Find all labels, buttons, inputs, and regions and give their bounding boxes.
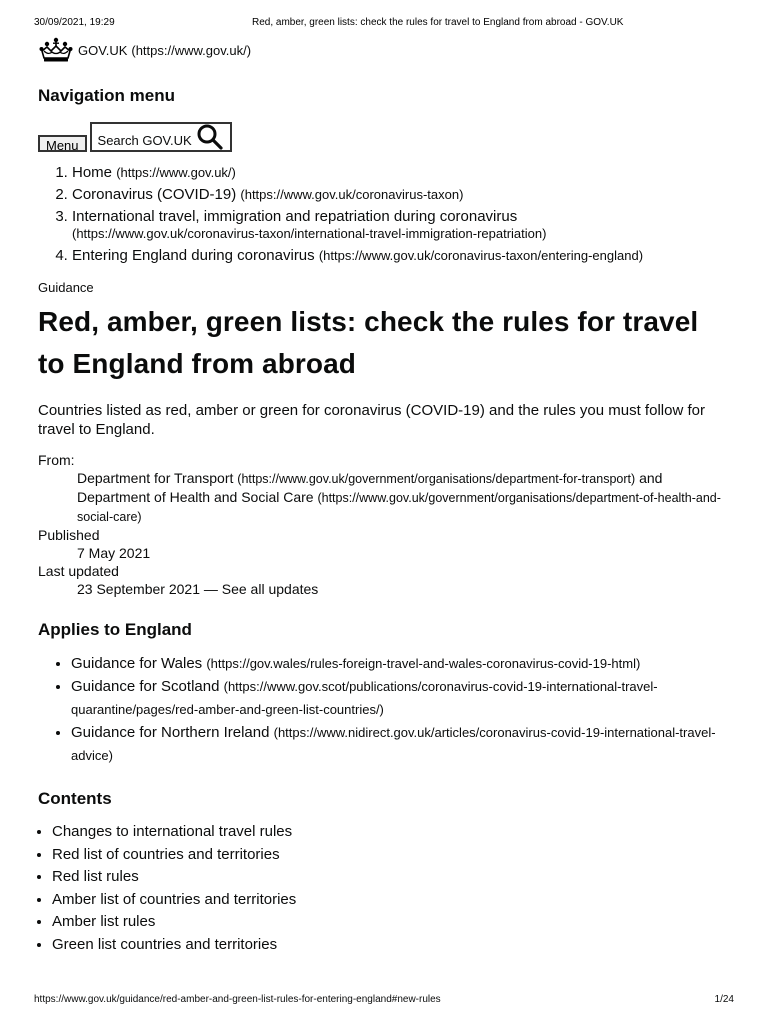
breadcrumb-url: (https://www.gov.uk/coronavirus-taxon/international-travel-immigration-repatriation) xyxy=(72,226,547,241)
main-content xyxy=(38,34,728,956)
breadcrumb-url: (https://www.gov.uk/coronavirus-taxon/entering-england) xyxy=(318,248,644,263)
contents-item[interactable]: • Changes to international travel rules xyxy=(52,821,728,844)
page-summary: Countries listed as red, amber or green for coronavirus (COVID-19) and the rules you must follow for travel to England. xyxy=(38,402,705,438)
published-date: 7 May 2021 xyxy=(77,545,151,561)
applies-url: (https://gov.wales/rules-foreign-travel-and-wales-coronavirus-covid-19-html) xyxy=(206,656,641,671)
crown-icon xyxy=(38,37,74,63)
breadcrumb xyxy=(38,164,728,264)
print-footer-url: https://www.gov.uk/guidance/red-amber-and-green-list-rules-for-entering-england#new-rules xyxy=(34,994,441,1005)
applies-label: Guidance for Northern Ireland xyxy=(71,724,270,741)
breadcrumb-label: Entering England during coronavirus xyxy=(72,247,315,264)
org-link-dhsc[interactable]: Department of Health and Social Care xyxy=(77,489,314,505)
from-organisations xyxy=(38,469,728,526)
navigation-heading: Navigation menu xyxy=(38,86,175,105)
breadcrumb-url: (https://www.gov.uk/coronavirus-taxon) xyxy=(240,187,464,202)
govuk-logo-link[interactable] xyxy=(38,34,728,66)
menu-button[interactable]: Menu xyxy=(38,135,87,152)
breadcrumb-url: (https://www.gov.uk/) xyxy=(116,165,236,180)
contents-item[interactable]: • Green list countries and territories xyxy=(52,934,728,957)
document-type-label: Guidance xyxy=(38,280,94,295)
contents-heading: Contents xyxy=(38,789,112,808)
print-page-number: 1/24 xyxy=(714,994,734,1005)
applies-item-wales[interactable] xyxy=(71,652,728,675)
search-icon xyxy=(196,124,224,150)
applies-url: (https://www.gov.scot/publications/coronavirus-covid-19-international-travel-quarantine/pages/red-amber-and-green-list-countries/) xyxy=(71,679,658,717)
govuk-url: (https://www.gov.uk/) xyxy=(131,42,252,58)
updated-date[interactable]: 23 September 2021 — See all updates xyxy=(77,581,319,597)
and-text: and xyxy=(639,470,663,486)
print-timestamp: 30/09/2021, 19:29 xyxy=(34,17,115,28)
contents-item[interactable]: • Amber list of countries and territories xyxy=(52,889,728,912)
govuk-brand: GOV.UK xyxy=(78,42,128,58)
breadcrumb-item-entering-england[interactable] xyxy=(72,247,728,264)
updated-label: Last updated xyxy=(38,563,119,579)
search-button[interactable] xyxy=(90,122,232,152)
breadcrumb-label: Coronavirus (COVID-19) xyxy=(72,186,237,203)
applies-label: Guidance for Scotland xyxy=(71,678,220,695)
breadcrumb-item-home[interactable] xyxy=(72,164,728,181)
breadcrumb-label: International travel, immigration and repatriation during coronavirus xyxy=(72,208,518,225)
breadcrumb-item-international-travel[interactable] xyxy=(72,208,728,242)
applies-item-northern-ireland[interactable] xyxy=(71,721,728,767)
print-header xyxy=(0,0,768,28)
contents-item[interactable]: • Red list rules xyxy=(52,866,728,889)
from-label: From: xyxy=(38,452,75,468)
page-title: Red, amber, green lists: check the rules for travel to England from abroad xyxy=(38,306,699,379)
org-url-dft: (https://www.gov.uk/government/organisations/department-for-transport) xyxy=(237,472,636,486)
search-label: Search GOV.UK xyxy=(97,133,192,148)
applies-url: (https://www.nidirect.gov.uk/articles/coronavirus-covid-19-international-travel-advice) xyxy=(71,725,716,763)
breadcrumb-item-coronavirus[interactable] xyxy=(72,186,728,203)
contents-list xyxy=(38,821,728,956)
breadcrumb-label: Home xyxy=(72,164,113,181)
metadata xyxy=(38,451,728,598)
contents-item[interactable]: • Red list of countries and territories xyxy=(52,844,728,867)
print-page-title: Red, amber, green lists: check the rules for travel to England from abroad - GOV.UK xyxy=(252,17,624,28)
published-label: Published xyxy=(38,527,100,543)
applies-list xyxy=(38,652,728,767)
contents-item[interactable]: • Amber list rules xyxy=(52,911,728,934)
applies-label: Guidance for Wales xyxy=(71,655,203,672)
navigation-controls xyxy=(38,118,728,152)
applies-item-scotland[interactable] xyxy=(71,675,728,721)
org-link-dft[interactable]: Department for Transport xyxy=(77,470,234,486)
applies-heading: Applies to England xyxy=(38,620,192,639)
org-url-dhsc: (https://www.gov.uk/government/organisations/department-of-health-and-social-care) xyxy=(77,491,721,524)
